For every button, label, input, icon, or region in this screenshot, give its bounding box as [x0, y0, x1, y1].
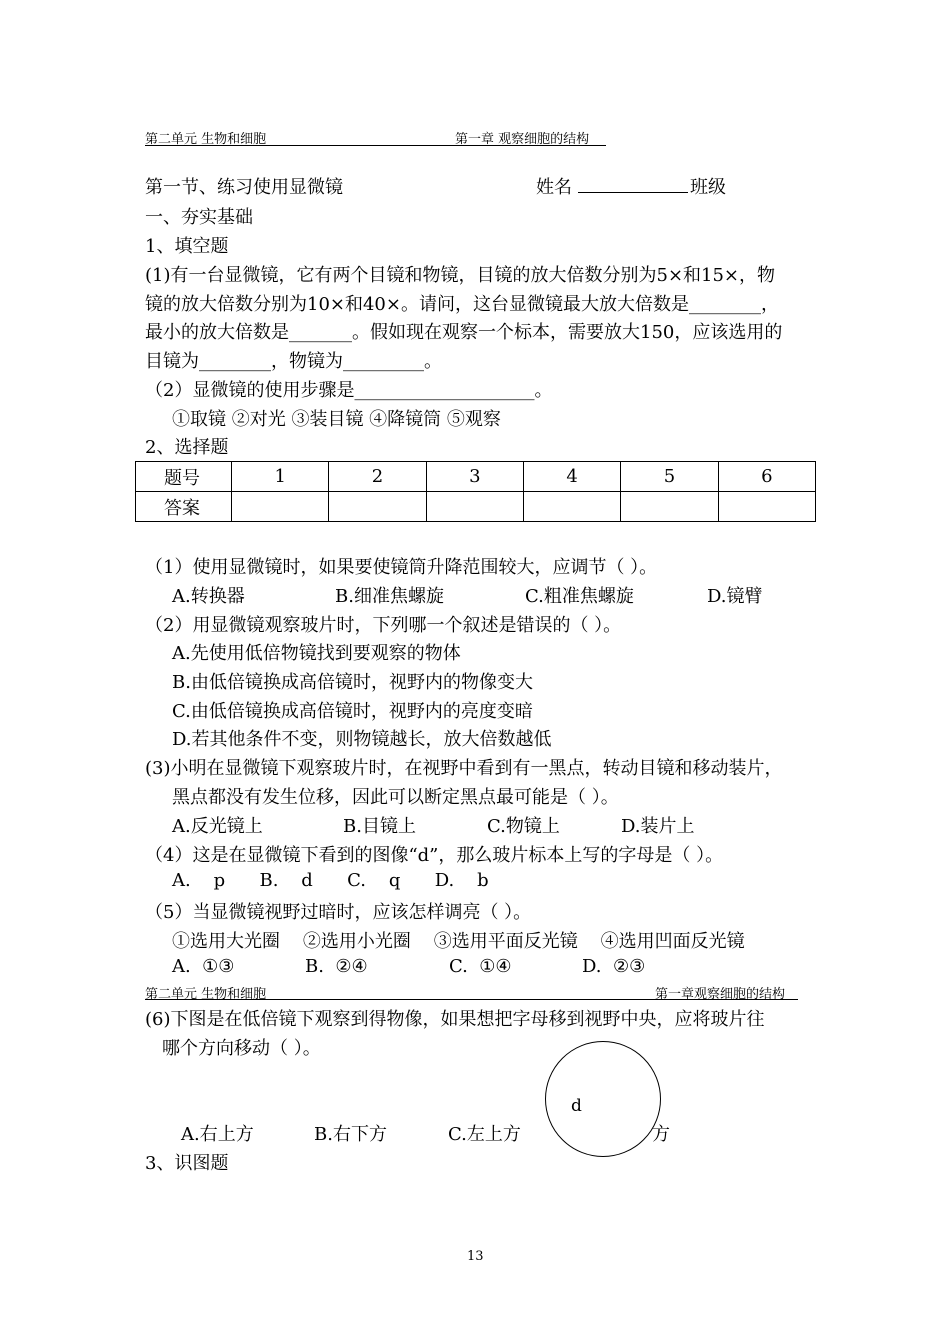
choice-q3-a: A.反光镜上 [172, 816, 263, 837]
answer-cell[interactable] [329, 492, 426, 522]
answer-cell[interactable] [426, 492, 523, 522]
page-number: 13 [467, 1249, 484, 1264]
answer-table [135, 461, 816, 522]
choice-q3-d: D.装片上 [621, 816, 695, 837]
choice-q5-items: ①选用大光圈 ②选用小光圈 ③选用平面反光镜 ④选用凹面反光镜 [172, 931, 745, 952]
q6-c: C.左上方 [448, 1124, 521, 1145]
choice-heading: 2、选择题 [145, 437, 229, 458]
answer-cell[interactable] [718, 492, 815, 522]
table-row [136, 492, 816, 522]
table-cell: 1 [232, 462, 329, 492]
table-row-label: 题号 [136, 462, 232, 492]
q1-line4: 目镜为________，物镜为_________。 [145, 351, 442, 372]
choice-q3-stem2: 黑点都没有发生位移，因此可以断定黑点最可能是（ ）。 [172, 787, 619, 808]
choice-q1-stem: （1）使用显微镜时，如果要使镜筒升降范围较大，应调节（ ）。 [145, 557, 658, 578]
choice-q5-c: C. ①④ [449, 956, 512, 977]
header2-left: 第二单元 生物和细胞 [145, 987, 267, 1002]
choice-q1-a: A.转换器 [172, 586, 245, 607]
choice-q3-c: C.物镜上 [487, 816, 560, 837]
header-right: 第一章 观察细胞的结构 [455, 132, 590, 147]
section-title: 第一节、练习使用显微镜 [145, 177, 343, 198]
answer-cell[interactable] [621, 492, 718, 522]
header2-right: 第一章观察细胞的结构 [655, 987, 786, 1002]
q6-b: B.右下方 [314, 1124, 387, 1145]
choice-q2-d: D.若其他条件不变，则物镜越长，放大倍数越低 [172, 729, 552, 750]
q1-line2: 镜的放大倍数分别为10×和40×。请问，这台显微镜最大放大倍数是________， [145, 294, 779, 315]
microscope-field-circle [545, 1041, 661, 1157]
q6-d-tail: 方 [652, 1124, 670, 1145]
choice-q5-d: D. ②③ [582, 956, 646, 977]
table-cell: 5 [621, 462, 718, 492]
choice-q3-b: B.目镜上 [343, 816, 416, 837]
class-label: 班级 [690, 177, 726, 198]
choice-q1-c: C.粗准焦螺旋 [525, 586, 634, 607]
q6-stem1: (6)下图是在低倍镜下观察到得物像，如果想把字母移到视野中央，应将玻片往 [145, 1009, 765, 1030]
q1-line3: 最小的放大倍数是_______。假如现在观察一个标本，需要放大150，应该选用的 [145, 322, 783, 343]
answer-cell[interactable] [232, 492, 329, 522]
q2-line: （2）显微镜的使用步骤是____________________。 [145, 380, 553, 401]
table-row [136, 462, 816, 492]
choice-q5-b: B. ②④ [305, 956, 368, 977]
choice-q2-stem: （2）用显微镜观察玻片时，下列哪一个叙述是错误的（ ）。 [145, 615, 622, 636]
q1-line1: (1)有一台显微镜，它有两个目镜和物镜，目镜的放大倍数分别为5×和15×，物 [145, 265, 776, 286]
choice-q5-a: A. ①③ [172, 956, 235, 977]
table-row-label: 答案 [136, 492, 232, 522]
part-one-heading: 一、夯实基础 [145, 207, 253, 228]
choice-q4-options: A. p B. d C. q D. b [172, 870, 489, 891]
q6-a: A.右上方 [181, 1124, 254, 1145]
table-cell: 2 [329, 462, 426, 492]
part-three-heading: 3、识图题 [145, 1153, 229, 1174]
answer-cell[interactable] [523, 492, 620, 522]
choice-q2-b: B.由低倍镜换成高倍镜时，视野内的物像变大 [172, 672, 533, 693]
table-cell: 6 [718, 462, 815, 492]
name-label: 姓名 [536, 177, 572, 198]
choice-q4-stem: （4）这是在显微镜下看到的图像“d”，那么玻片标本上写的字母是（ ）。 [145, 845, 724, 866]
choice-q2-a: A.先使用低倍物镜找到要观察的物体 [172, 643, 461, 664]
table-cell: 4 [523, 462, 620, 492]
name-blank[interactable] [578, 192, 688, 193]
table-cell: 3 [426, 462, 523, 492]
fill-blank-heading: 1、填空题 [145, 236, 229, 257]
choice-q2-c: C.由低倍镜换成高倍镜时，视野内的亮度变暗 [172, 701, 533, 722]
choice-q1-d: D.镜臂 [707, 586, 763, 607]
q2-options: ①取镜 ②对光 ③装目镜 ④降镜筒 ⑤观察 [172, 409, 501, 430]
choice-q1-b: B.细准焦螺旋 [335, 586, 444, 607]
choice-q5-stem: （5）当显微镜视野过暗时，应该怎样调亮（ ）。 [145, 902, 532, 923]
circle-letter: d [571, 1096, 582, 1116]
choice-q3-stem1: (3)小明在显微镜下观察玻片时，在视野中看到有一黑点，转动目镜和移动装片， [145, 758, 783, 779]
header-left: 第二单元 生物和细胞 [145, 132, 267, 147]
q6-stem2: 哪个方向移动（ ）。 [162, 1038, 321, 1059]
